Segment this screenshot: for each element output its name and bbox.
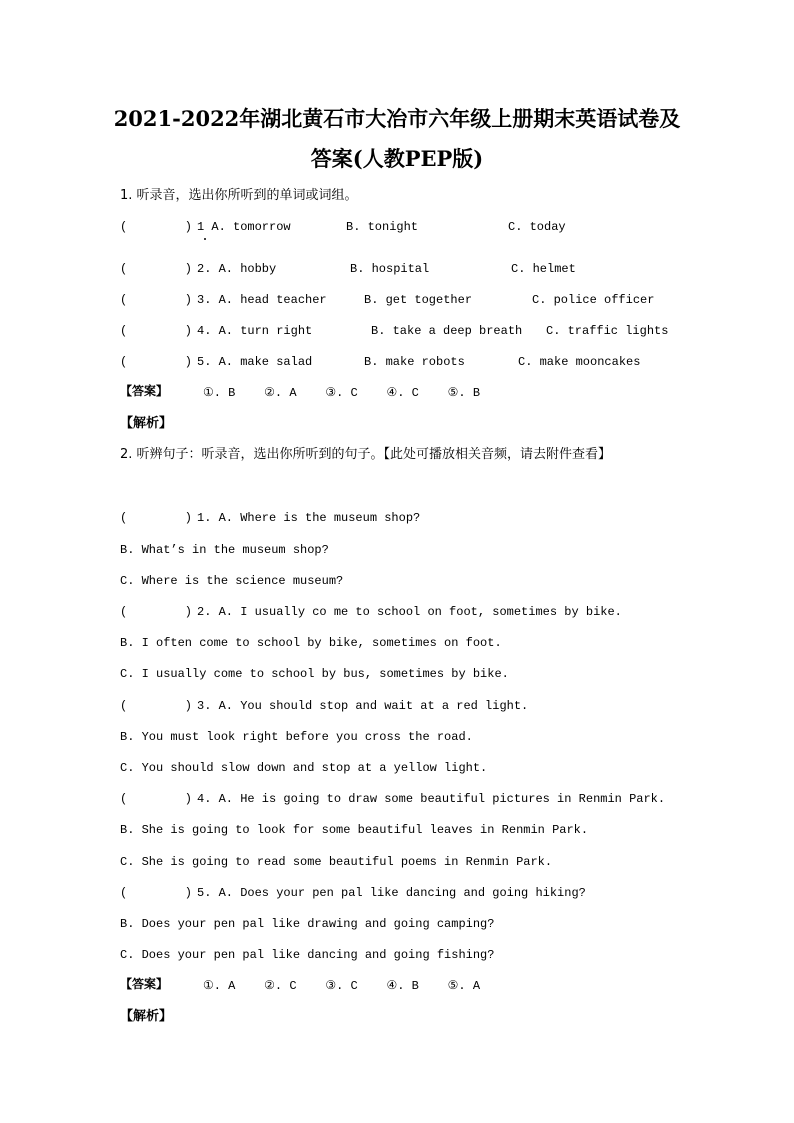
sentence-option-b: B. I often come to school by bike, sometimes on foot.	[120, 636, 502, 650]
sentence-option-b: B. She is going to look for some beautiful leaves in Renmin Park.	[120, 823, 589, 837]
question-option-b: B. get together	[364, 293, 473, 307]
question-option-c: C. today	[508, 220, 566, 234]
sentence-option-a: 4. A. He is going to draw some beautiful pictures in Renmin Park.	[197, 792, 666, 806]
analysis-label: 【解析】	[120, 1009, 173, 1024]
question-option-c: C. traffic lights	[546, 324, 669, 338]
question-option-c: C. police officer	[532, 293, 655, 307]
answer-blank: ( )	[120, 792, 193, 806]
question-option-c: C. make mooncakes	[518, 355, 641, 369]
sentence-option-a: 3. A. You should stop and wait at a red light.	[197, 699, 529, 713]
sentence-option-c: C. She is going to read some beautiful poems in Renmin Park.	[120, 855, 553, 869]
question-option-b: B. hospital	[350, 262, 430, 276]
title-line-1: 2021-2022年湖北黄石市大冶市六年级上册期末英语试卷及	[113, 106, 681, 131]
answer-blank: ( )	[120, 605, 193, 619]
question-option-a: 1 A. tomorrow	[197, 220, 291, 234]
section-1-heading: 1. 听录音，选出你所听到的单词或词组。	[120, 188, 358, 203]
title-line-2: 答案(人教PEP版)	[310, 146, 484, 171]
answer-blank: ( )	[120, 886, 193, 900]
sentence-option-c: C. Where is the science museum?	[120, 574, 344, 588]
sentence-option-c: C. Does your pen pal like dancing and going fishing?	[120, 948, 495, 962]
answer-text: ①. A ②. C ③. C ④. B ⑤. A	[203, 979, 481, 993]
sentence-option-c: C. You should slow down and stop at a yellow light.	[120, 761, 488, 775]
answer-blank: ( )	[120, 220, 193, 234]
stray-mark	[204, 238, 206, 240]
question-option-b: B. take a deep breath	[371, 324, 523, 338]
question-option-a: 5. A. make salad	[197, 355, 313, 369]
sentence-option-a: 5. A. Does your pen pal like dancing and going hiking?	[197, 886, 586, 900]
section-2-heading: 2. 听辨句子：听录音，选出你所听到的句子。【此处可播放相关音频，请去附件查看】	[120, 447, 612, 462]
analysis-label: 【解析】	[120, 416, 173, 431]
question-option-b: B. tonight	[346, 220, 419, 234]
question-option-a: 4. A. turn right	[197, 324, 313, 338]
answer-blank: ( )	[120, 355, 193, 369]
sentence-option-c: C. I usually come to school by bus, sometimes by bike.	[120, 667, 509, 681]
answer-label: 【答案】	[120, 385, 169, 399]
question-option-c: C. helmet	[511, 262, 576, 276]
sentence-option-b: B. Does your pen pal like drawing and going camping?	[120, 917, 495, 931]
answer-blank: ( )	[120, 262, 193, 276]
sentence-option-b: B. You must look right before you cross the road.	[120, 730, 473, 744]
question-option-b: B. make robots	[364, 355, 465, 369]
answer-blank: ( )	[120, 293, 193, 307]
sentence-option-a: 1. A. Where is the museum shop?	[197, 511, 421, 525]
sentence-option-b: B. What’s in the museum shop?	[120, 543, 329, 557]
answer-blank: ( )	[120, 699, 193, 713]
question-option-a: 3. A. head teacher	[197, 293, 327, 307]
answer-text: ①. B ②. A ③. C ④. C ⑤. B	[203, 386, 481, 400]
question-option-a: 2. A. hobby	[197, 262, 277, 276]
answer-label: 【答案】	[120, 978, 169, 992]
sentence-option-a: 2. A. I usually co me to school on foot, sometimes by bike.	[197, 605, 622, 619]
answer-blank: ( )	[120, 324, 193, 338]
answer-blank: ( )	[120, 511, 193, 525]
